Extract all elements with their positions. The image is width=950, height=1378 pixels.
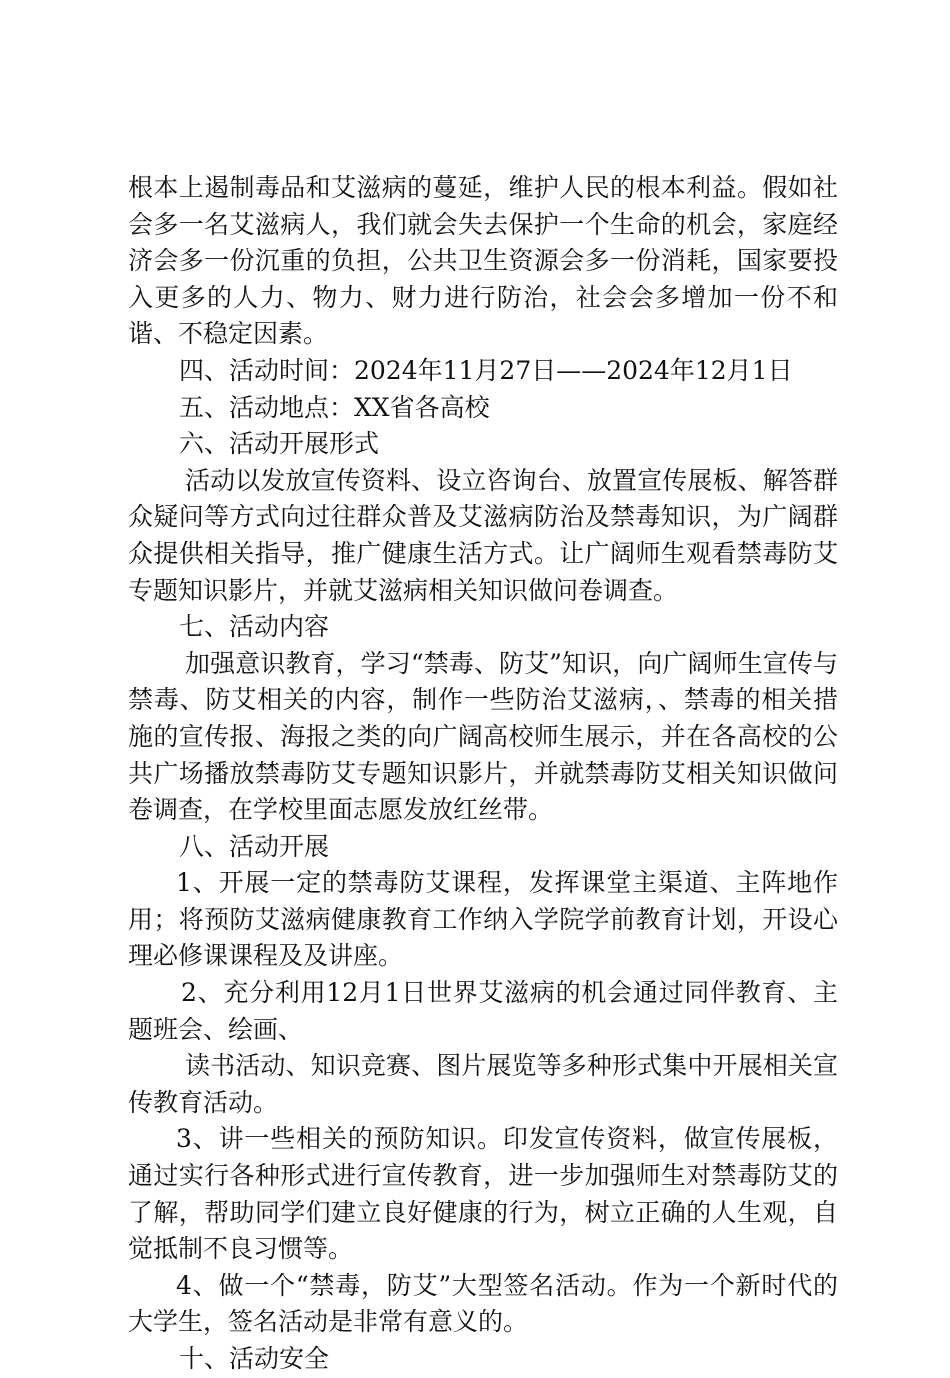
paragraph-activity-content: 加强意识教育，学习“禁毒、防艾”知识，向广阔师生宣传与禁毒、防艾相关的内容，制作一些防治艾滋病，、禁毒的相关措施的宣传报、海报之类的向广阔高校师生展示，并在各高校的公共广场播放禁毒防艾专题知识影片，并就禁毒防艾相关知识做问卷调查，在学校里面志愿发放红丝带。: [128, 648, 838, 825]
heading-activity-content: 七、活动内容: [179, 612, 330, 642]
paragraph-activity-format: 活动以发放宣传资料、设立咨询台、放置宣传展板、解答群众疑问等方式向过往群众普及艾滋病防治及禁毒知识，为广阔群众提供相关指导，推广健康生活方式。让广阔师生观看禁毒防艾专题知识影片，并就艾滋病相关知识做问卷调查。: [128, 465, 838, 605]
list-item-4: 4、做一个“禁毒，防艾”大型签名活动。作为一个新时代的大学生，签名活动是非常有意义的。: [128, 1270, 838, 1337]
list-item-2: 2、充分利用12月1日世界艾滋病的机会通过同伴教育、主题班会、绘画、: [128, 978, 838, 1044]
heading-activity-time: 四、活动时间：2024年11月27日——2024年12月1日: [179, 355, 793, 385]
heading-activity-format: 六、活动开展形式: [179, 429, 380, 459]
heading-activity-location: 五、活动地点：XX省各高校: [179, 392, 490, 422]
document-body: [128, 170, 838, 1378]
list-item-1: 1、开展一定的禁毒防艾课程，发挥课堂主渠道、主阵地作用；将预防艾滋病健康教育工作纳入学院学前教育计划，开设心理必修课课程及及讲座。: [128, 868, 838, 971]
heading-activity-development: 八、活动开展: [179, 831, 330, 861]
list-item-3: 3、讲一些相关的预防知识。印发宣传资料，做宣传展板，通过实行各种形式进行宣传教育，进一步加强师生对禁毒防艾的了解，帮助同学们建立良好健康的行为，树立正确的人生观，自觉抵制不良习惯等。: [128, 1124, 838, 1264]
paragraph-significance: 根本上遏制毒品和艾滋病的蔓延，维护人民的根本利益。假如社会多一名艾滋病人，我们就会失去保护一个生命的机会，家庭经济会多一份沉重的负担，公共卫生资源会多一份消耗，国家要投入更多的人力、物力、财力进行防治，社会会多增加一份不和谐、不稳定因素。: [128, 173, 838, 349]
list-item-2-continued: 读书活动、知识竞赛、图片展览等多种形式集中开展相关宣传教育活动。: [128, 1051, 838, 1117]
heading-activity-safety: 十、活动安全: [179, 1344, 330, 1373]
